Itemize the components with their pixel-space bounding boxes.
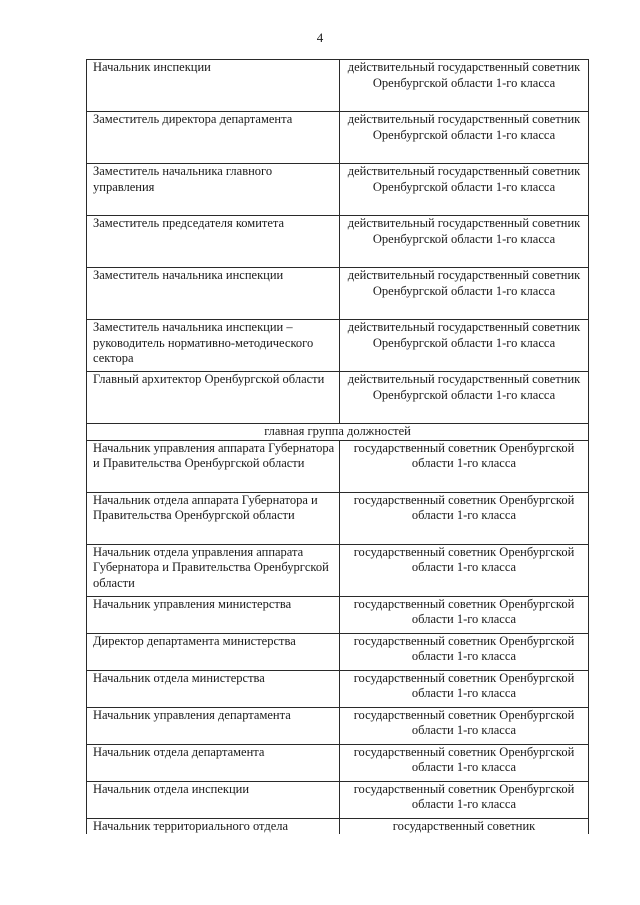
- table-row: [87, 670, 589, 707]
- rank-cell: государственный советник Оренбургской области 1-го класса: [340, 781, 589, 818]
- rank-cell: государственный советник Оренбургской области 1-го класса: [340, 492, 589, 544]
- rank-cell: действительный государственный советник Оренбургской области 1-го класса: [340, 164, 589, 216]
- position-cell: Начальник территориального отдела: [87, 818, 340, 834]
- table-row: [87, 112, 589, 164]
- rank-cell: государственный советник Оренбургской области 1-го класса: [340, 544, 589, 596]
- rank-cell: действительный государственный советник Оренбургской области 1-го класса: [340, 112, 589, 164]
- table-row: [87, 492, 589, 544]
- position-cell: Заместитель начальника инспекции – руководитель нормативно-методического сектора: [87, 320, 340, 372]
- position-cell: Заместитель директора департамента: [87, 112, 340, 164]
- rank-cell: государственный советник Оренбургской области 1-го класса: [340, 670, 589, 707]
- position-cell: Директор департамента министерства: [87, 633, 340, 670]
- table-row: [87, 164, 589, 216]
- rank-cell: государственный советник Оренбургской области 1-го класса: [340, 596, 589, 633]
- position-cell: Главный архитектор Оренбургской области: [87, 372, 340, 424]
- rank-cell: государственный советник Оренбургской области 1-го класса: [340, 707, 589, 744]
- table-row: [87, 440, 589, 492]
- position-cell: Начальник отдела министерства: [87, 670, 340, 707]
- table-row: [87, 268, 589, 320]
- rank-cell: действительный государственный советник Оренбургской области 1-го класса: [340, 372, 589, 424]
- table-row: [87, 60, 589, 112]
- positions-ranks-table: [86, 59, 589, 834]
- position-cell: Заместитель начальника главного управления: [87, 164, 340, 216]
- table-row-cut-off: [87, 818, 589, 834]
- table-row: [87, 544, 589, 596]
- table-row: [87, 372, 589, 424]
- rank-cell: действительный государственный советник Оренбургской области 1-го класса: [340, 60, 589, 112]
- page-number: 4: [316, 30, 324, 45]
- rank-cell: действительный государственный советник Оренбургской области 1-го класса: [340, 320, 589, 372]
- rank-cell: государственный советник Оренбургской области 1-го класса: [340, 440, 589, 492]
- group-header: главная группа должностей: [87, 424, 589, 441]
- rank-cell: действительный государственный советник Оренбургской области 1-го класса: [340, 216, 589, 268]
- position-cell: Начальник управления департамента: [87, 707, 340, 744]
- table-row: [87, 707, 589, 744]
- table-row: [87, 216, 589, 268]
- position-cell: Заместитель председателя комитета: [87, 216, 340, 268]
- table-row: [87, 320, 589, 372]
- rank-cell: действительный государственный советник Оренбургской области 1-го класса: [340, 268, 589, 320]
- group-header-row: [87, 424, 589, 441]
- table-row: [87, 596, 589, 633]
- position-cell: Начальник управления министерства: [87, 596, 340, 633]
- position-cell: Начальник отдела инспекции: [87, 781, 340, 818]
- position-cell: Заместитель начальника инспекции: [87, 268, 340, 320]
- position-cell: Начальник инспекции: [87, 60, 340, 112]
- position-cell: Начальник отдела управления аппарата Губернатора и Правительства Оренбургской области: [87, 544, 340, 596]
- table-row: [87, 633, 589, 670]
- position-cell: Начальник управления аппарата Губернатора и Правительства Оренбургской области: [87, 440, 340, 492]
- position-cell: Начальник отдела департамента: [87, 744, 340, 781]
- rank-cell: государственный советник Оренбургской области 1-го класса: [340, 633, 589, 670]
- position-cell: Начальник отдела аппарата Губернатора и Правительства Оренбургской области: [87, 492, 340, 544]
- rank-cell: государственный советник Оренбургской области 1-го класса: [340, 744, 589, 781]
- table-row: [87, 781, 589, 818]
- rank-cell: государственный советник: [340, 818, 589, 834]
- table-row: [87, 744, 589, 781]
